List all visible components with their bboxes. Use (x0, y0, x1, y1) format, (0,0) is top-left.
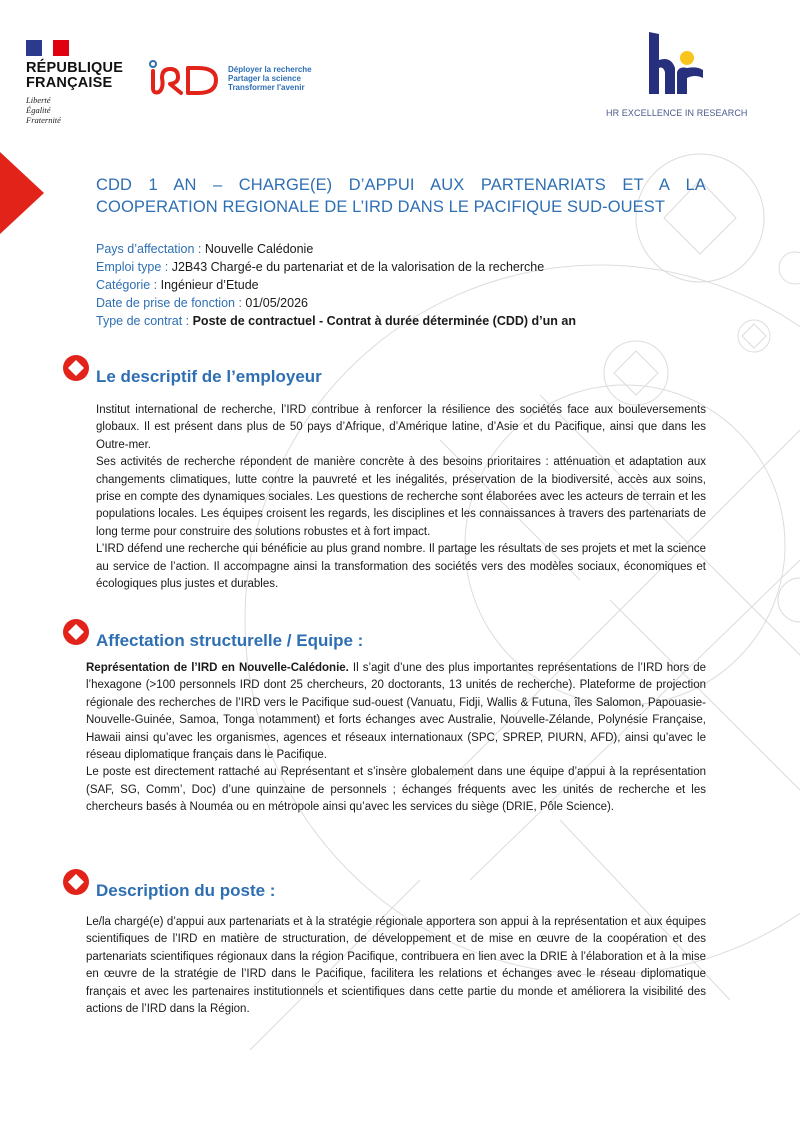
ird-logo (148, 58, 312, 98)
section-heading-job-description: Description du poste : (62, 874, 275, 902)
marianne-flag-icon (26, 40, 69, 56)
red-diamond-bullet-icon (62, 354, 90, 382)
section-body-structure: Représentation de l’IRD en Nouvelle-Calédonie. Il s’agit d’une des plus importantes représentations de l’IRD hors de l’hexagone (>100 personnels IRD dont 25 chercheurs, 20 doctorants, 13 unités de recherche). Plateforme de projection régionale des recherches de l’IRD vers le Pacifique sud-ouest (Vanuatu, Fidji, Wallis & Futuna, îles Salomon, Papouasie-Nouvelle-Guinée, Samoa, Tonga notamment) et forts échanges avec Australie, Nouvelle-Zélande, Polynésie Française, Hawaii ainsi qu’avec les organismes, agences et réseaux internationaux (SPC, SPREP, PIURN, AFD), ainsi qu’avec le réseau diplomatique français dans le Pacifique. Le poste est directement rattaché au Représentant et s’insère globalement dans une équipe d’appui à la représentation (SAF, SG, Comm’, Doc) d’une quinzaine de personnels ; échanges fréquents avec les unités de recherche et les chercheurs basés à Nouméa ou en métropole ainsi qu’avec les services du siège (DRIE, Pôle Science). (86, 662, 706, 814)
ird-tagline: Déployer la recherche Partager la science Transformer l'avenir (228, 64, 312, 92)
page-title: CDD 1 AN – CHARGE(E) D’APPUI AUX PARTENARIATS ET A LA COOPERATION REGIONALE DE L’IRD DANS LE PACIFIQUE SUD-OUEST (96, 176, 706, 216)
info-country: Pays d’affectation : Nouvelle Calédonie (96, 242, 314, 256)
hr-excellence-logo (606, 30, 746, 118)
section-body-job-description: Le/la chargé(e) d’appui aux partenariats et à la stratégie régionale apportera son appui à la représentation et aux équipes scientifiques de l’IRD en matière de structuration, de développement et de mise en œuvre de la coopération et des partenariats scientifiques régionaux dans la région Pacifique, contribuera en lien avec la DRIE à l’élaboration et à la mise en œuvre de la stratégie de l’IRD dans le Pacifique, facilitera les relations et échanges avec le réseau diplomatique français et avec les partenaires institutionnels et scientifiques dans cette partie du monde et améliorera la visibilité des actions de l’IRD dans la Région. (86, 916, 706, 1016)
red-triangle-icon (0, 152, 44, 234)
ird-wordmark-icon (148, 58, 222, 98)
red-diamond-bullet-icon (62, 868, 90, 896)
section-heading-structure: Affectation structurelle / Equipe : (62, 624, 363, 652)
hr-caption: HR EXCELLENCE IN RESEARCH (606, 108, 748, 118)
section-body-employer: Institut international de recherche, l’IRD contribue à renforcer la résilience des sociétés face aux bouleversements globaux. Il est présent dans plus de 50 pays d’Afrique, d’Amérique latine, d’Asie et du Pacifique, ainsi que dans les Outre-mer. Ses activités de recherche répondent de manière concrète à des besoins prioritaires : atténuation et adaptation aux changements climatiques, lutte contre la pauvreté et les inégalités, préservation de la biodiversité, accès aux soins, prise en compte des dynamiques sociales. Les questions de recherche sont élaborées avec les acteurs de terrain et les populations locales. Les équipes croisent les regards, les disciplines et les connaissances à travers des partenariats de long terme pour construire des solutions robustes et à fort impact. L’IRD défend une recherche qui bénéficie au plus grand nombre. Il partage les résultats de ses projets et met la science au service de l’action. Il accompagne ainsi la transformation des sociétés vers des modèles sociaux, économiques et écologiques plus justes et durables. (96, 404, 706, 591)
republique-francaise-logo (26, 40, 136, 125)
hr-mark-icon (641, 30, 711, 100)
info-start-date: Date de prise de fonction : 01/05/2026 (96, 296, 308, 310)
info-contract-type: Type de contrat : Poste de contractuel - Contrat à durée déterminée (CDD) d’un an (96, 314, 576, 328)
info-category: Catégorie : Ingénieur d’Etude (96, 278, 259, 292)
info-job-type: Emploi type : J2B43 Chargé-e du partenariat et de la valorisation de la recherche (96, 260, 545, 274)
red-diamond-bullet-icon (62, 618, 90, 646)
rf-name: RÉPUBLIQUE FRANÇAISE (26, 60, 124, 91)
job-info-list (96, 240, 716, 330)
section-heading-employer: Le descriptif de l’employeur (62, 360, 322, 388)
rf-motto: Liberté Égalité Fraternité (26, 95, 61, 125)
lead-bold-text: Représentation de l’IRD en Nouvelle-Calédonie. (86, 662, 349, 674)
